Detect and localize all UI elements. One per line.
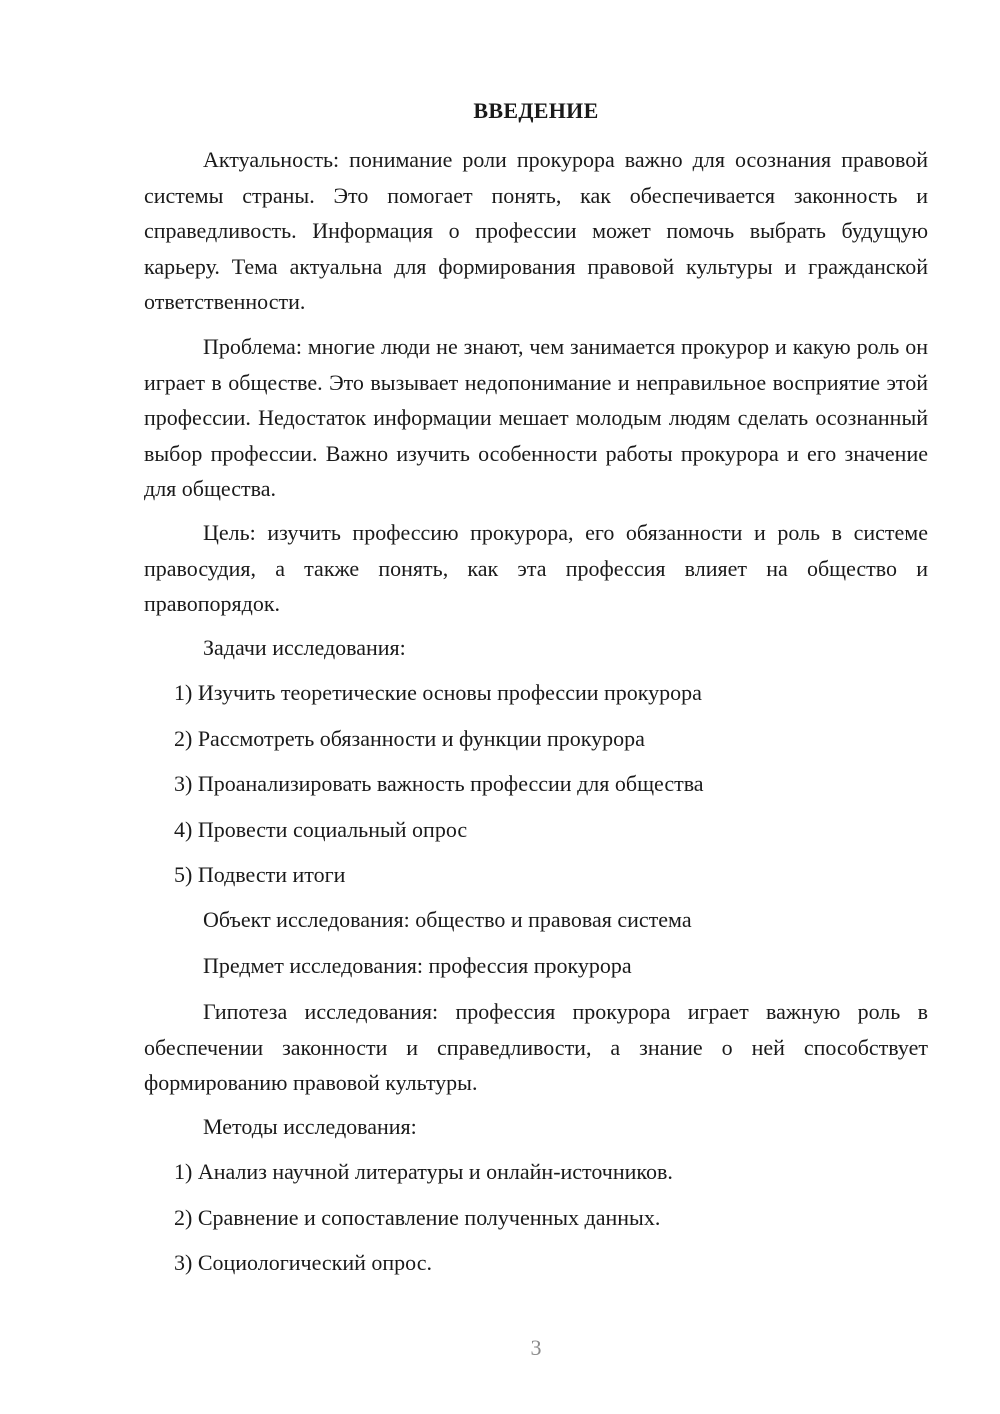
research-subject: Предмет исследования: профессия прокурора — [203, 953, 632, 978]
relevance-paragraph: Актуальность: понимание роли прокурора важно для осознания правовой системы страны. Это помогает понять, как обеспечивается законность и справедливость. Информация о профессии может помочь выбрать будущую карьеру. Тема актуальна для формирования правовой культуры и гражданской ответственности. — [144, 147, 928, 314]
problem-paragraph: Проблема: многие люди не знают, чем занимается прокурор и какую роль он играет в обществе. Это вызывает недопонимание и неправильное восприятие этой профессии. Недостаток информации мешает молодым людям сделать осознанный выбор профессии. Важно изучить особенности работы прокурора и его значение для общества. — [144, 334, 928, 501]
task-item-5: 5) Подвести итоги — [174, 862, 346, 887]
page-number: 3 — [530, 1335, 542, 1360]
methods-heading: Методы исследования: — [203, 1114, 417, 1139]
hypothesis-paragraph: Гипотеза исследования: профессия прокурора играет важную роль в обеспечении законности и справедливости, а знание о ней способствует формированию правовой культуры. — [144, 999, 928, 1095]
task-item-1: 1) Изучить теоретические основы профессии прокурора — [174, 680, 702, 705]
method-item-2: 2) Сравнение и сопоставление полученных данных. — [174, 1205, 661, 1230]
method-item-1: 1) Анализ научной литературы и онлайн-источников. — [174, 1159, 673, 1184]
task-item-2: 2) Рассмотреть обязанности и функции прокурора — [174, 726, 645, 751]
section-title: ВВЕДЕНИЕ — [473, 98, 599, 123]
tasks-heading: Задачи исследования: — [203, 635, 406, 660]
task-item-4: 4) Провести социальный опрос — [174, 817, 468, 842]
task-item-3: 3) Проанализировать важность профессии для общества — [174, 771, 704, 796]
research-object: Объект исследования: общество и правовая система — [203, 907, 692, 932]
goal-paragraph: Цель: изучить профессию прокурора, его обязанности и роль в системе правосудия, а также понять, как эта профессия влияет на общество и правопорядок. — [144, 520, 928, 616]
method-item-3: 3) Социологический опрос. — [174, 1250, 432, 1275]
